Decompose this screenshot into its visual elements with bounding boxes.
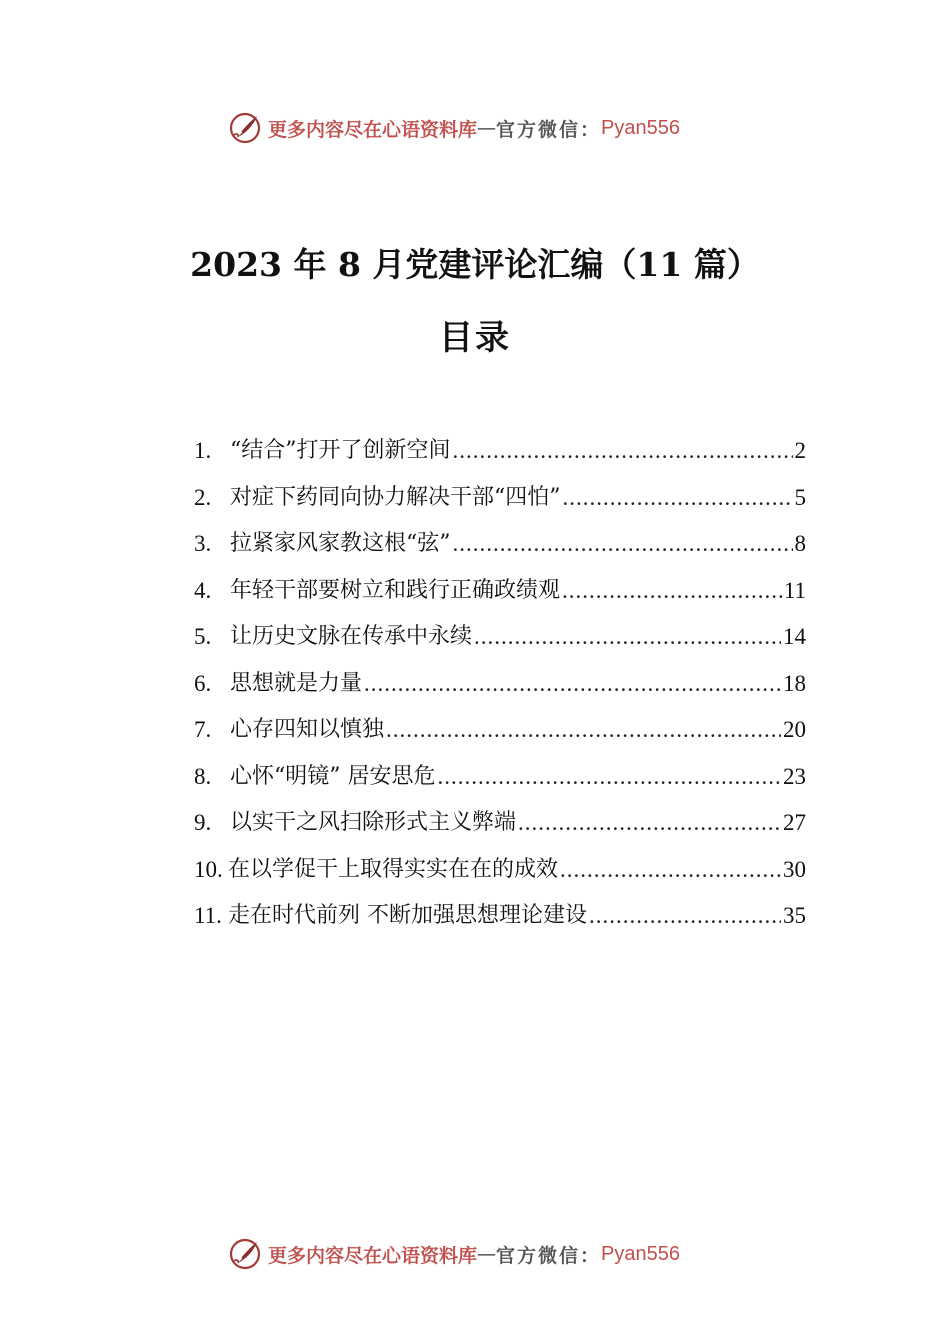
toc-item-title: 让历史文脉在传承中永续 xyxy=(230,624,473,650)
toc-item[interactable] xyxy=(194,661,806,708)
toc-item-number: 5. xyxy=(194,624,212,650)
toc-item[interactable] xyxy=(194,893,806,940)
toc-dot-leader xyxy=(386,707,781,753)
watermark-text: 更多内容尽在心语资料库 xyxy=(268,118,478,141)
toc-item-title: 在以学促干上取得实实在在的成效 xyxy=(228,856,559,882)
toc-dot-leader xyxy=(563,475,793,521)
toc-item[interactable] xyxy=(194,614,806,661)
toc-item-number: 1. xyxy=(194,438,212,464)
toc-dot-leader xyxy=(562,568,782,614)
toc-dot-leader xyxy=(518,800,781,846)
quill-pen-logo-icon xyxy=(228,1237,262,1271)
toc-item-page: 27 xyxy=(783,810,806,836)
toc-item-title: 心存四知以慎独 xyxy=(230,717,385,743)
toc-item-page: 35 xyxy=(783,903,806,929)
toc-item[interactable] xyxy=(194,754,806,801)
toc-item-page: 30 xyxy=(783,856,806,882)
toc-dot-leader xyxy=(453,521,793,567)
toc-item-title: “结合”打开了创新空间 xyxy=(230,438,451,464)
toc-item-page: 11 xyxy=(783,577,806,603)
toc-item-number: 10. xyxy=(194,856,223,882)
toc-item-number: 2. xyxy=(194,484,212,510)
toc-item-title: 走在时代前列 不断加强思想理论建设 xyxy=(228,903,587,929)
toc-item-page: 18 xyxy=(783,670,806,696)
toc-heading: 目录 xyxy=(439,318,511,358)
watermark-label: 官方微信： xyxy=(496,1244,602,1267)
toc-dot-leader xyxy=(474,614,781,660)
toc-item-number: 7. xyxy=(194,717,212,743)
watermark-id: Pyan556 xyxy=(601,1242,680,1265)
toc-item-page: 23 xyxy=(783,763,806,789)
toc-item-page: 8 xyxy=(794,531,806,557)
toc-item-number: 6. xyxy=(194,670,212,696)
toc-item-title: 年轻干部要树立和践行正确政绩观 xyxy=(230,577,561,603)
quill-pen-logo-icon xyxy=(228,111,262,145)
watermark-id: Pyan556 xyxy=(601,116,680,139)
toc-item-page: 2 xyxy=(794,438,806,464)
toc-item-title: 以实干之风扫除形式主义弊端 xyxy=(230,810,517,836)
toc-item[interactable] xyxy=(194,568,806,615)
toc-dot-leader xyxy=(364,661,781,707)
footer-watermark xyxy=(228,1234,680,1274)
toc-item-number: 11. xyxy=(194,903,222,929)
watermark-label: 官方微信： xyxy=(496,118,602,141)
toc-item[interactable] xyxy=(194,428,806,475)
toc-item-title: 拉紧家风家教这根“弦” xyxy=(230,531,451,557)
toc-item-page: 20 xyxy=(783,717,806,743)
toc-item[interactable] xyxy=(194,800,806,847)
toc-item-page: 5 xyxy=(794,484,806,510)
toc-item[interactable] xyxy=(194,521,806,568)
toc-item-title: 心怀“明镜” 居安思危 xyxy=(230,763,436,789)
toc-item-title: 思想就是力量 xyxy=(230,670,363,696)
watermark-separator: — xyxy=(477,1243,497,1265)
toc-dot-leader xyxy=(589,893,781,939)
toc-item[interactable] xyxy=(194,707,806,754)
toc-dot-leader xyxy=(453,428,793,474)
document-title: 2023 年 8 月党建评论汇编（11 篇） xyxy=(190,245,760,284)
toc-dot-leader xyxy=(438,754,782,800)
toc-item[interactable] xyxy=(194,847,806,894)
toc-item-number: 8. xyxy=(194,763,212,789)
watermark-text: 更多内容尽在心语资料库 xyxy=(268,1244,478,1267)
header-watermark xyxy=(228,108,680,148)
toc-item[interactable] xyxy=(194,475,806,522)
watermark-separator: — xyxy=(477,117,497,139)
toc-dot-leader xyxy=(560,847,781,893)
table-of-contents xyxy=(194,428,806,940)
toc-item-number: 9. xyxy=(194,810,212,836)
toc-item-title: 对症下药同向协力解决干部“四怕” xyxy=(230,484,561,510)
toc-item-number: 3. xyxy=(194,531,212,557)
toc-item-page: 14 xyxy=(783,624,806,650)
toc-item-number: 4. xyxy=(194,577,212,603)
